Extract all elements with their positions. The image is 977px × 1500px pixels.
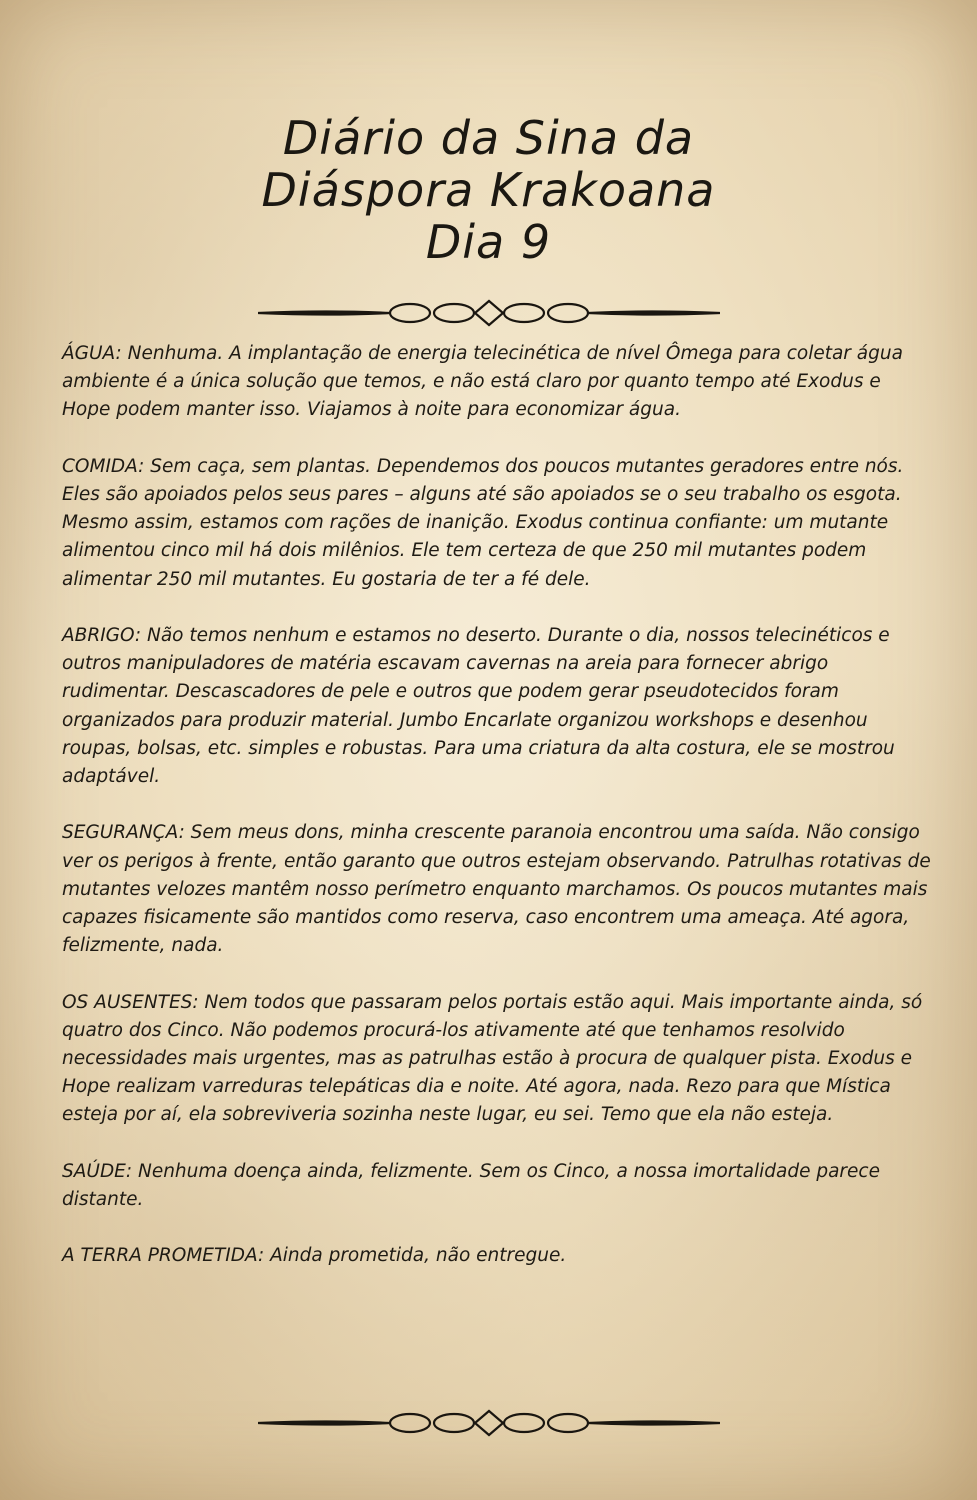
section-food: COMIDA: Sem caça, sem plantas. Dependemos dos poucos mutantes geradores entre nós. Eles são apoiados pelos seus pares – alguns até são apoiados se o seu trabalho os esgota. Mesmo assim, estamos com rações de inanição. Exodus continua confiante: um mutante alimentou cinco mil há dois milênios. Ele tem certeza de que 250 mil mutantes podem alimentar 250 mil mutantes. Eu gostaria de ter a fé dele. xyxy=(62,455,904,590)
section-shelter: ABRIGO: Não temos nenhum e estamos no deserto. Durante o dia, nossos telecinéticos e outros manipuladores de matéria escavam cavernas na areia para fornecer abrigo rudimentar. Descascadores de pele e outros que podem gerar pseudotecidos foram organizados para produzir material. Jumbo Encarlate organizou workshops e desenhou roupas, bolsas, etc. simples e robustas. Para uma criatura da alta costura, ele se mostrou adaptável. xyxy=(62,625,895,788)
section-promised-land: A TERRA PROMETIDA: Ainda prometida, não entregue. xyxy=(62,1245,567,1267)
section-absent: OS AUSENTES: Nem todos que passaram pelos portais estão aqui. Mais importante ainda, só quatro dos Cinco. Não podemos procurá-los ativamente até que tenhamos resolvido necessidades mais urgentes, mas as patrulhas estão à procura de qualquer pista. Exodus e Hope realizam varreduras telepáticas dia e noite. Até agora, nada. Rezo para que Mística esteja por aí, ela sobreviveria sozinha neste lugar, eu sei. Temo que ela não esteja. xyxy=(62,991,923,1126)
section-security: SEGURANÇA: Sem meus dons, minha crescente paranoia encontrou uma saída. Não consigo ver os perigos à frente, então garanto que outros estejam observando. Patrulhas rotativas de mutantes velozes mantêm nosso perímetro enquanto marchamos. Os poucos mutantes mais capazes fisicamente são mantidos como reserva, caso encontrem uma ameaça. Até agora, felizmente, nada. xyxy=(62,822,931,957)
section-health: SAÚDE: Nenhuma doença ainda, felizmente. Sem os Cinco, a nossa imortalidade parece distante. xyxy=(62,1160,880,1211)
scroll-divider-icon xyxy=(258,298,720,328)
section-water: ÁGUA: Nenhuma. A implantação de energia telecinética de nível Ômega para coletar água ambiente é a única solução que temos, e não está claro por quanto tempo até Exodus e Hope podem manter isso. Viajamos à noite para economizar água. xyxy=(62,343,903,421)
scroll-divider-icon xyxy=(258,1408,720,1438)
title-line-1: Diário da Sina da xyxy=(282,111,695,165)
page-title xyxy=(0,112,977,268)
title-line-3: Dia 9 xyxy=(425,215,552,269)
journal-body xyxy=(62,340,932,1299)
title-line-2: Diáspora Krakoana xyxy=(261,163,716,217)
